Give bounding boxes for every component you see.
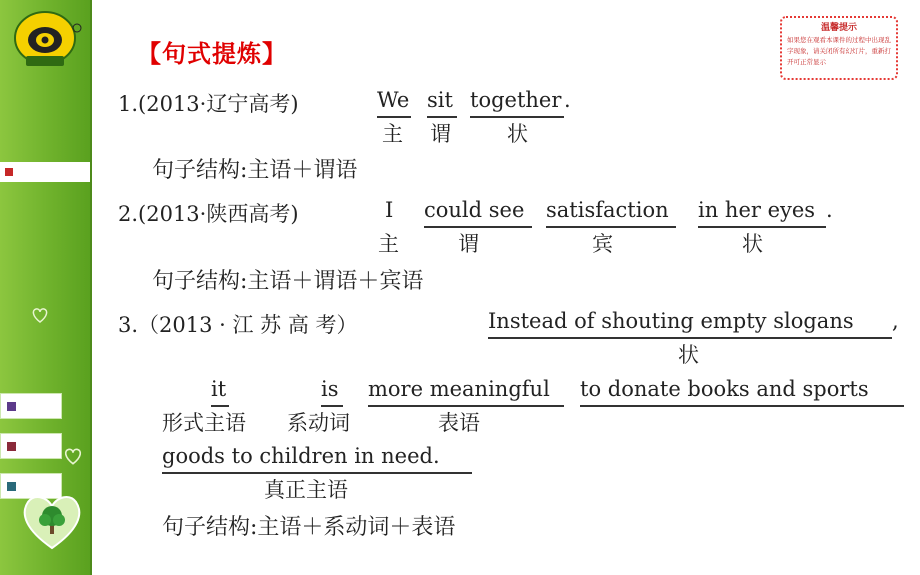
item-3-part-goods: goods to children in need. bbox=[162, 444, 440, 468]
item-3-tail: , bbox=[892, 309, 899, 333]
nav-item-current[interactable] bbox=[0, 162, 90, 182]
item-2-label-object: 宾 bbox=[592, 232, 613, 256]
item-1-prefix: 1.(2013·辽宁高考) bbox=[118, 92, 299, 116]
nav-marker-icon bbox=[5, 168, 13, 176]
nav-square-icon bbox=[7, 482, 16, 491]
nav-square-icon bbox=[7, 402, 16, 411]
notice-title: 温馨提示 bbox=[820, 23, 857, 33]
item-3-label-real-subject: 真正主语 bbox=[264, 478, 348, 502]
notice-body: 如果您在观看本课件的过程中出现乱字现象，请关闭所有幻灯片，重新打开可正常显示 bbox=[787, 36, 891, 66]
item-2-label-adverbial: 状 bbox=[742, 232, 763, 256]
item-2-part-i: I bbox=[385, 198, 394, 222]
item-3-label-formal-subject: 形式主语 bbox=[162, 411, 246, 435]
item-3-part-to-donate: to donate books and sports bbox=[580, 377, 869, 401]
item-2-prefix: 2.(2013·陕西高考) bbox=[118, 202, 299, 226]
item-3-part-is: is bbox=[321, 377, 339, 401]
item-1-tail: . bbox=[564, 88, 571, 112]
item-3-prefix: 3.（2013 · 江 苏 高 考） bbox=[118, 313, 358, 337]
item-1-label-subject: 主 bbox=[382, 122, 403, 146]
item-3-label-adverbial: 状 bbox=[678, 343, 699, 367]
nav-square-icon bbox=[7, 442, 16, 451]
item-3-part-it: it bbox=[211, 377, 227, 401]
tree-heart-icon bbox=[18, 490, 86, 552]
sidebar-divider bbox=[90, 0, 92, 575]
brand-logo bbox=[6, 6, 84, 68]
item-3-label-predicative: 表语 bbox=[438, 411, 480, 435]
item-2-tail: . bbox=[826, 198, 833, 222]
item-2-label-subject: 主 bbox=[378, 232, 399, 256]
item-1-label-adverbial: 状 bbox=[507, 122, 528, 146]
item-1-structure: 句子结构:主语＋谓语 bbox=[152, 158, 358, 183]
item-1-part-we: We bbox=[377, 88, 410, 112]
item-3-part-instead: Instead of shouting empty slogans bbox=[488, 309, 854, 333]
item-3-structure: 句子结构:主语＋系动词＋表语 bbox=[162, 515, 456, 540]
item-1-part-together: together bbox=[470, 88, 562, 112]
underline bbox=[580, 405, 904, 407]
item-2-structure: 句子结构:主语＋谓语＋宾语 bbox=[152, 269, 424, 294]
notice-box bbox=[780, 16, 898, 80]
item-2-label-verb: 谓 bbox=[458, 232, 479, 256]
nav-tab-1[interactable] bbox=[0, 393, 62, 419]
item-1-label-verb: 谓 bbox=[430, 122, 451, 146]
heart-icon bbox=[62, 445, 84, 467]
item-3-part-more-meaningful: more meaningful bbox=[368, 377, 550, 401]
nav-tab-2[interactable] bbox=[0, 433, 62, 459]
item-2-part-satisfaction: satisfaction bbox=[546, 198, 669, 222]
heart-icon bbox=[30, 305, 50, 325]
item-2-part-in-her-eyes: in her eyes bbox=[698, 198, 816, 222]
page-title: 【句式提炼】 bbox=[137, 40, 287, 68]
item-3-label-linking-verb: 系动词 bbox=[287, 411, 350, 435]
item-2-part-could-see: could see bbox=[424, 198, 525, 222]
item-1-part-sit: sit bbox=[427, 88, 453, 112]
